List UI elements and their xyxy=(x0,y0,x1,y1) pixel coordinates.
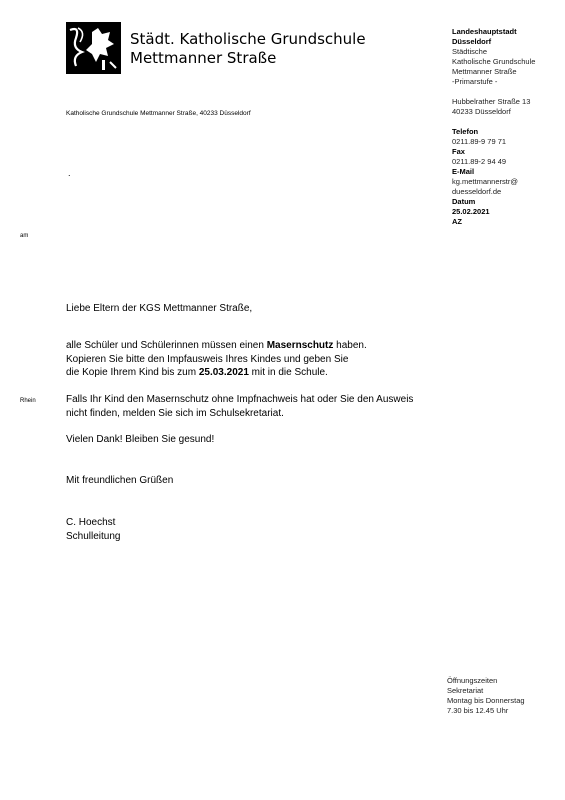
school-line4: -Primarstufe - xyxy=(452,77,498,86)
salutation: Liebe Eltern der KGS Mettmanner Straße, xyxy=(66,303,253,314)
paragraph-no-proof xyxy=(66,393,466,420)
paragraph-line xyxy=(66,366,466,380)
signer-role: Schulleitung xyxy=(66,530,121,542)
margin-mark-am: am xyxy=(20,233,29,239)
signer-name: C. Hoechst xyxy=(66,517,116,528)
fax-value: 0211.89-2 94 49 xyxy=(452,157,507,166)
signature-block xyxy=(66,516,466,543)
fax-label: Fax xyxy=(452,147,465,156)
deadline-date: 25.03.2021 xyxy=(198,367,249,378)
paragraph-line: Falls Ihr Kind den Masernschutz ohne Impfnachweis hat oder Sie den Ausweis xyxy=(66,394,414,405)
sender-return-address: Katholische Grundschule Mettmanner Straße, 40233 Düsseldorf xyxy=(66,110,251,117)
paragraph-line: nicht finden, melden Sie sich im Schulsekretariat. xyxy=(66,407,284,419)
az-label: AZ xyxy=(452,217,462,226)
paragraph-thanks: Vielen Dank! Bleiben Sie gesund! xyxy=(66,434,215,445)
duesseldorf-logo xyxy=(66,22,121,74)
paragraph-masernschutz xyxy=(66,339,466,380)
margin-mark-rhein: Rhein xyxy=(20,398,36,404)
school-line2: Katholische Grundschule xyxy=(452,57,536,66)
date-label: Datum xyxy=(452,197,476,206)
paragraph-line: Kopieren Sie bitte den Impfausweis Ihres Kindes und geben Sie xyxy=(66,353,349,365)
phone-label: Telefon xyxy=(452,127,479,136)
school-line3: Mettmanner Straße xyxy=(452,67,517,76)
closing: Mit freundlichen Grüßen xyxy=(66,475,174,486)
office-hours-line1: Öffnungszeiten xyxy=(447,676,498,685)
phone-value: 0211.89-9 79 71 xyxy=(452,137,507,146)
office-hours-line4: 7.30 bis 12.45 Uhr xyxy=(447,706,509,715)
office-hours-line2: Sekretariat xyxy=(447,686,484,695)
address-line2: 40233 Düsseldorf xyxy=(452,107,511,116)
school-name xyxy=(130,30,366,68)
bold-term: Masernschutz xyxy=(266,340,334,351)
school-line1: Städtische xyxy=(452,47,488,56)
city-line1: Landeshauptstadt xyxy=(452,27,517,36)
city-line2: Düsseldorf xyxy=(452,37,492,46)
email-label: E-Mail xyxy=(452,167,475,176)
info-column xyxy=(452,27,562,227)
address-line1: Hubbelrather Straße 13 xyxy=(452,97,531,106)
text-span: haben. xyxy=(333,340,367,351)
school-name-line2: Mettmanner Straße xyxy=(130,49,277,67)
office-hours xyxy=(447,676,525,716)
paragraph-line xyxy=(66,339,466,353)
text-span: mit in die Schule. xyxy=(248,367,328,378)
office-hours-line3: Montag bis Donnerstag xyxy=(447,696,525,705)
email-line1: kg.mettmannerstr@ xyxy=(452,177,518,186)
text-span: alle Schüler und Schülerinnen müssen einen xyxy=(66,340,267,351)
email-line2: duesseldorf.de xyxy=(452,187,502,196)
date-value: 25.02.2021 xyxy=(452,207,490,216)
recipient-placeholder: . xyxy=(68,168,71,178)
school-name-line1: Städt. Katholische Grundschule xyxy=(130,30,366,48)
text-span: die Kopie Ihrem Kind bis zum xyxy=(66,367,199,378)
